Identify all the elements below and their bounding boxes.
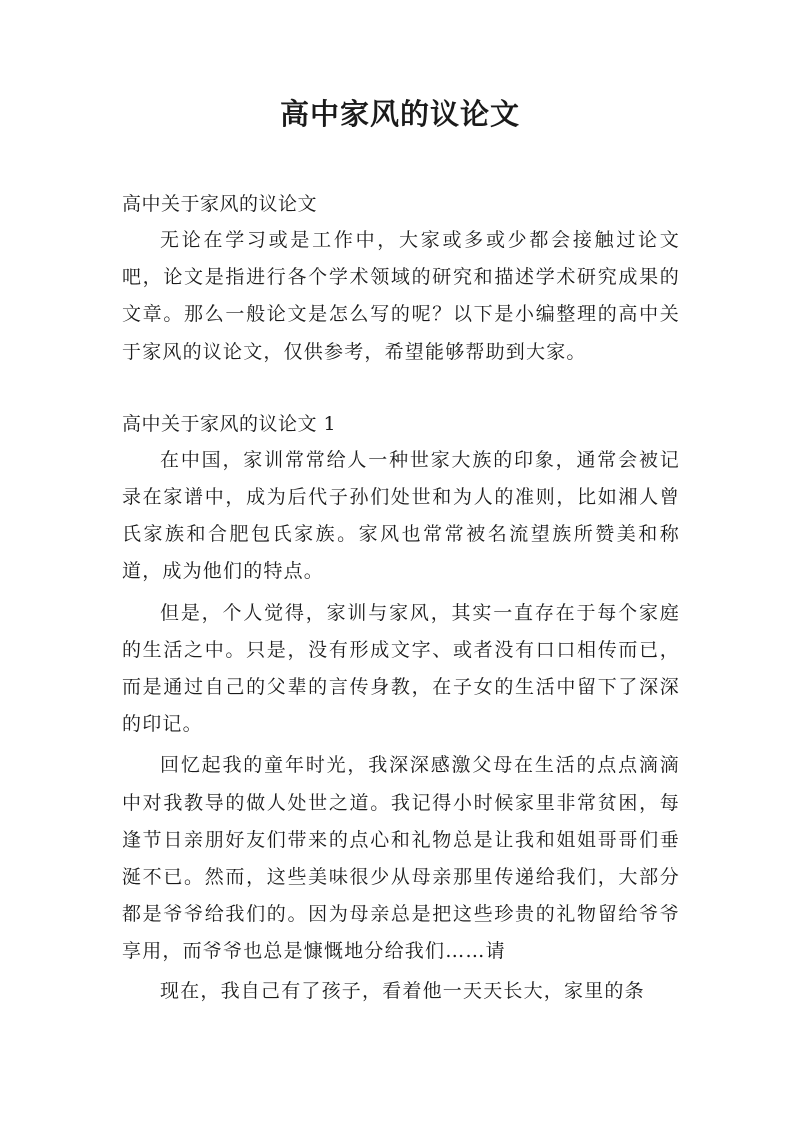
intro-heading: 高中关于家风的议论文 — [122, 193, 318, 215]
section-heading: 高中关于家风的议论文 1 — [122, 412, 337, 435]
document-title: 高中家风的议论文 — [279, 97, 520, 131]
document-body — [122, 186, 680, 1010]
body-paragraph: 在中国，家训常常给人一种世家大族的印象，通常会被记录在家谱中，成为后代子孙们处世和为人的准则，比如湘人曾氏家族和合肥包氏家族。家风也常常被名流望族所赞美和称道，成为他们的特点。 — [122, 448, 680, 583]
body-paragraph: 回忆起我的童年时光，我深深感激父母在生活的点点滴滴中对我教导的做人处世之道。我记得小时候家里非常贫困，每逢节日亲朋好友们带来的点心和礼物总是让我和姐姐哥哥们垂涎不已。然而，这些美味很少从母亲那里传递给我们，大部分都是爷爷给我们的。因为母亲总是把这些珍贵的礼物留给爷爷享用，而爷爷也总是慷慨地分给我们……请 — [122, 754, 680, 963]
body-paragraph: 现在，我自己有了孩子，看着他一天天长大，家里的条 — [160, 979, 645, 1002]
body-paragraph: 但是，个人觉得，家训与家风，其实一直存在于每个家庭的生活之中。只是，没有形成文字、或者没有口口相传而已，而是通过自己的父辈的言传身教，在子女的生活中留下了深深的印记。 — [122, 601, 680, 736]
intro-paragraph: 无论在学习或是工作中，大家或多或少都会接触过论文吧，论文是指进行各个学术领域的研究和描述学术研究成果的文章。那么一般论文是怎么写的呢？以下是小编整理的高中关于家风的议论文，仅供参考，希望能够帮助到大家。 — [122, 229, 680, 363]
